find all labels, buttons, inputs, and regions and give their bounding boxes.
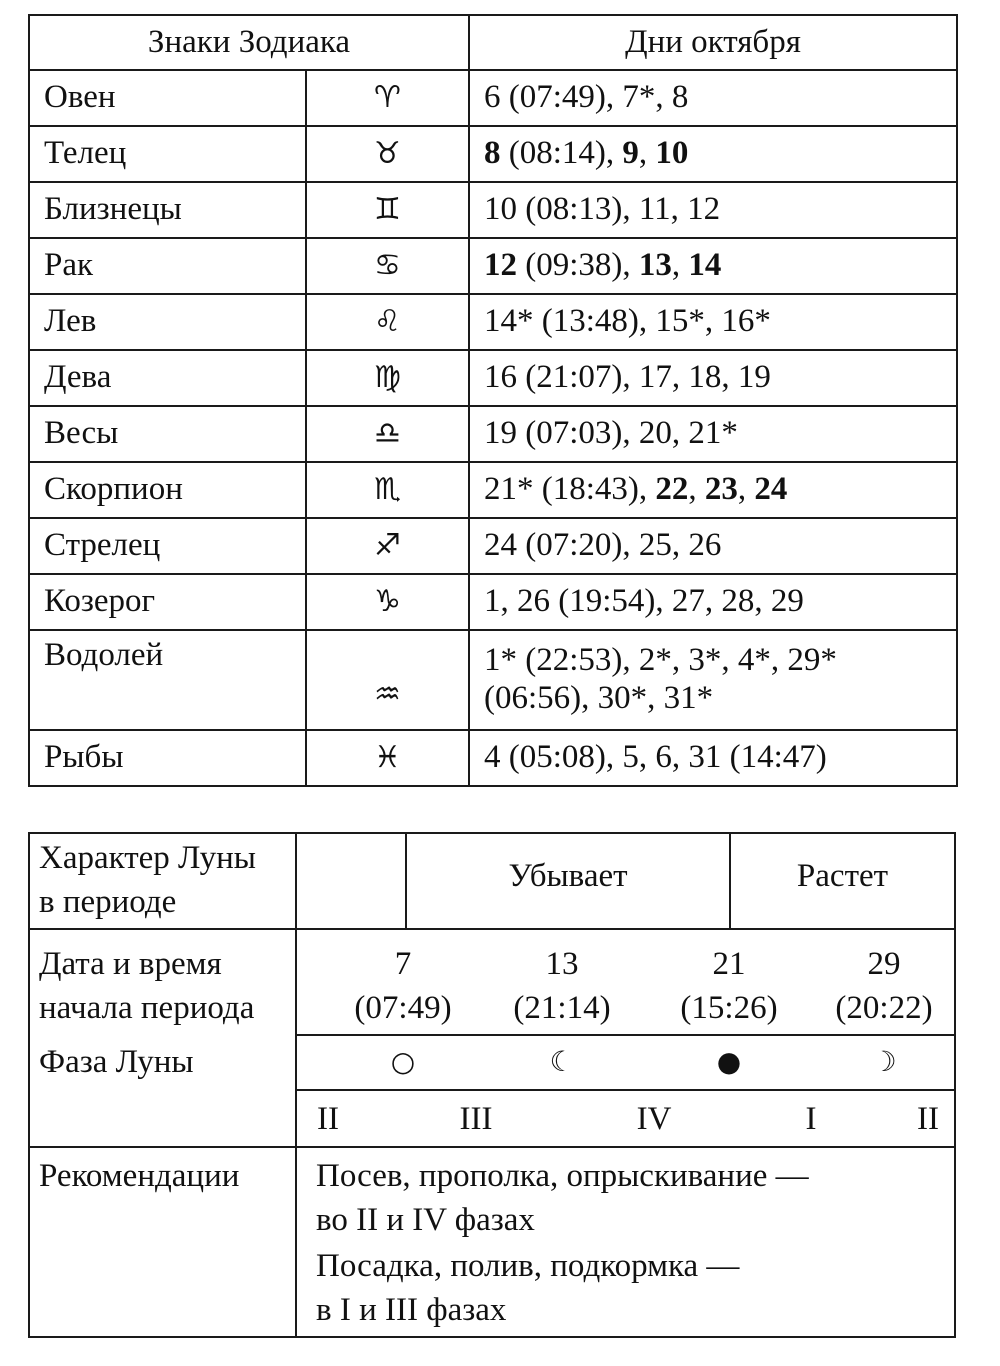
days-text: 6 (07:49), 7*, 8 [484,79,689,116]
zodiac-row [29,182,957,238]
virgo-icon: ♍ [306,350,469,406]
days-text: 1* (22:53), 2*, 3*, 4*, 29* [484,642,837,679]
recommendation-line: Посев, прополка, опрыскивание — [316,1158,809,1194]
divider-line [30,928,954,930]
full-moon-icon: ○ [390,1045,416,1078]
libra-icon: ♎ [306,406,469,462]
sagittarius-icon: ♐ [306,518,469,574]
highlighted-day: 8 [484,135,501,172]
highlighted-day: 23 [704,471,738,508]
header-days: Дни октября [469,15,957,70]
sign-days [469,630,957,730]
days-text: 14* (13:48), 15*, 16* [484,303,771,340]
zodiac-row [29,462,957,518]
recommendation-line: Посадка, полив, подкормка — [316,1248,740,1284]
sign-name: Козерог [29,574,306,630]
divider-line [295,834,297,1336]
sign-days [469,462,957,518]
capricorn-icon: ♑ [306,574,469,630]
sign-days [469,518,957,574]
zodiac-row [29,238,957,294]
zodiac-row [29,126,957,182]
highlighted-day: 14 [688,247,722,284]
days-text: , [671,247,689,284]
period-day: 29 [867,946,901,982]
highlighted-day: 22 [655,471,689,508]
sign-name: Стрелец [29,518,306,574]
sign-name: Близнецы [29,182,306,238]
phase-number: II [317,1101,339,1137]
period-day: 13 [545,946,579,982]
sign-name: Рыбы [29,730,306,786]
recommendation-line: во II и IV фазах [316,1202,535,1238]
zodiac-rows [29,70,957,786]
cancer-icon: ♋ [306,238,469,294]
days-text: 10 (08:13), 11, 12 [484,191,721,228]
sign-name: Водолей [29,630,306,730]
divider-line [30,1146,954,1148]
sign-name: Рак [29,238,306,294]
sign-days [469,238,957,294]
sign-days [469,730,957,786]
zodiac-row [29,350,957,406]
phase-number: I [805,1101,817,1137]
moon-table [28,832,956,1338]
sign-name: Лев [29,294,306,350]
days-text: , [737,471,755,508]
sign-name: Весы [29,406,306,462]
sign-days [469,350,957,406]
sign-days [469,574,957,630]
waxing-label: Растет [796,858,889,894]
waning-label: Убывает [508,858,628,894]
days-text: 16 (21:07), 17, 18, 19 [484,359,771,396]
gemini-icon: ♊ [306,182,469,238]
days-text: (06:56), 30*, 31* [484,680,714,716]
period-time: (21:14) [513,990,611,1026]
phase-number: IV [636,1101,672,1137]
zodiac-row [29,294,957,350]
sign-name: Овен [29,70,306,126]
zodiac-row [29,630,957,730]
zodiac-row [29,406,957,462]
divider-line [295,1034,954,1036]
days-text: 21* (18:43), [484,471,656,508]
leo-icon: ♌ [306,294,469,350]
days-text: (08:14), [500,135,623,172]
period-day: 21 [712,946,746,982]
days-text: , [688,471,705,508]
days-text: 1, 26 (19:54), 27, 28, 29 [484,583,804,620]
days-text: 19 (07:03), 20, 21* [484,415,738,452]
sign-name: Дева [29,350,306,406]
period-time: (20:22) [835,990,933,1026]
date-label-line: начала периода [39,990,255,1026]
divider-line [295,1089,954,1091]
zodiac-row [29,574,957,630]
highlighted-day: 9 [622,135,639,172]
days-text: 24 (07:20), 25, 26 [484,527,722,564]
recommendations-label: Рекомендации [39,1158,240,1194]
sign-name: Телец [29,126,306,182]
days-text: , [638,135,656,172]
highlighted-day: 13 [638,247,672,284]
days-text: (09:38), [517,247,639,284]
aries-icon: ♈ [306,70,469,126]
highlighted-day: 12 [484,247,517,284]
sign-days [469,182,957,238]
zodiac-table [28,14,958,787]
sign-days [469,70,957,126]
highlighted-day: 10 [655,135,689,172]
waxing-crescent-icon: ☽ [871,1045,897,1078]
sign-name: Скорпион [29,462,306,518]
period-time: (15:26) [680,990,778,1026]
period-day: 7 [394,946,412,982]
aquarius-icon: ♒ [306,630,469,730]
date-label-line: Дата и время [39,946,222,982]
zodiac-header-row [29,15,957,70]
new-moon-icon: ● [716,1045,742,1078]
phase-number: II [917,1101,939,1137]
sign-days [469,126,957,182]
character-label-line: в периоде [39,884,177,920]
header-signs: Знаки Зодиака [29,15,469,70]
pisces-icon: ♓ [306,730,469,786]
taurus-icon: ♉ [306,126,469,182]
character-label-line: Характер Луны [39,840,256,876]
zodiac-row [29,518,957,574]
scorpio-icon: ♏ [306,462,469,518]
phase-label: Фаза Луны [39,1044,194,1080]
days-text: 4 (05:08), 5, 6, 31 (14:47) [484,739,827,776]
sign-days [469,406,957,462]
zodiac-row [29,70,957,126]
period-time: (07:49) [354,990,452,1026]
highlighted-day: 24 [754,471,788,508]
waning-crescent-icon: ☾ [549,1045,575,1078]
sign-days [469,294,957,350]
zodiac-row [29,730,957,786]
recommendation-line: в I и III фазах [316,1292,507,1328]
phase-number: III [459,1101,493,1137]
